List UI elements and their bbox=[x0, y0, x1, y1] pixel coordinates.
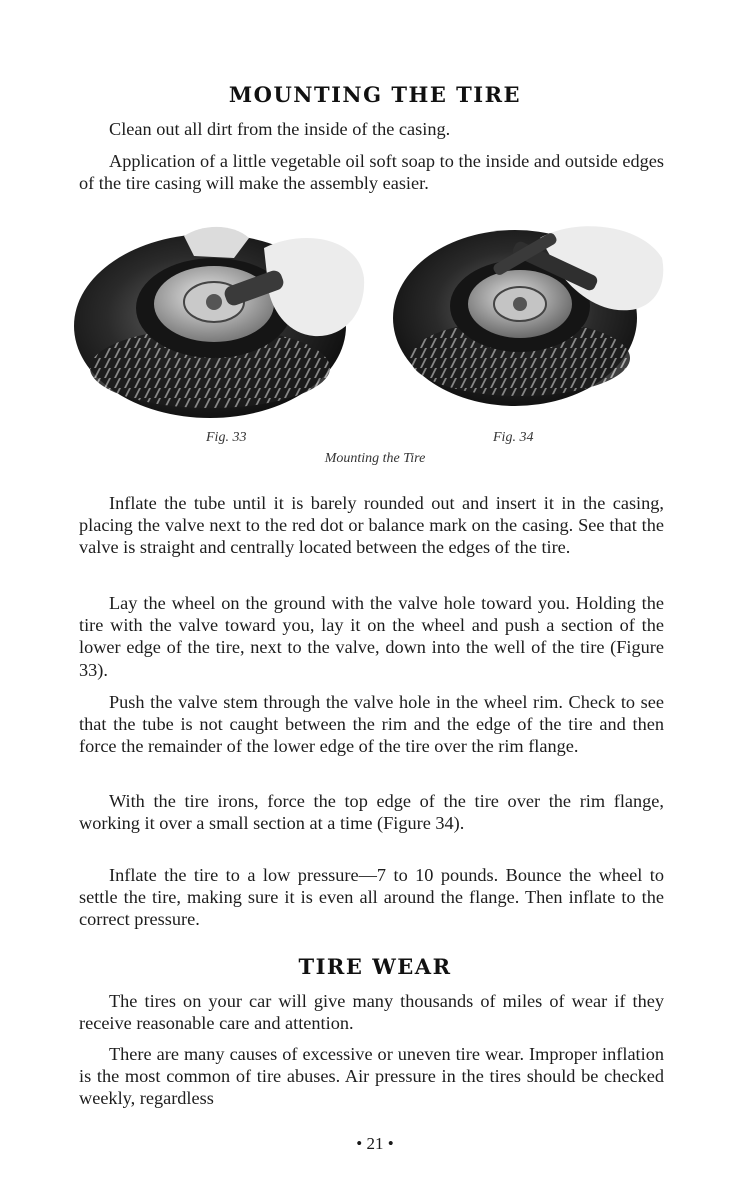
figure-34-label: Fig. 34 bbox=[493, 430, 534, 445]
paragraph-push-valve: Push the valve stem through the valve hole in the wheel rim. Check to see that the tube is not caught between the rim and the edge of the tire and then force the remainder of the lower edge of the tire over the rim flange. bbox=[79, 692, 664, 757]
figure-34-tire-photo bbox=[390, 218, 668, 418]
section-heading-mounting: MOUNTING THE TIRE bbox=[228, 82, 522, 107]
figure-pair bbox=[74, 218, 674, 418]
paragraph-soap-application: Application of a little vegetable oil soft soap to the inside and outside edges of the tire casing will make the assembly easier. bbox=[79, 151, 664, 194]
figure-33-tire-photo bbox=[74, 218, 366, 418]
paragraph-clean-casing: Clean out all dirt from the inside of the casing. bbox=[109, 119, 451, 139]
paragraph-tire-irons: With the tire irons, force the top edge of the tire over the rim flange, working it over a small section at a time (Figure 34). bbox=[79, 791, 664, 834]
page-number: • 21 • bbox=[356, 1134, 394, 1153]
section-heading-tire-wear: TIRE WEAR bbox=[298, 954, 452, 979]
paragraph-inflate-low-pressure: Inflate the tire to a low pressure—7 to 10 pounds. Bounce the wheel to settle the tire, making sure it is even all around the flange. Then inflate to the correct pressure. bbox=[79, 865, 664, 930]
figure-33-label: Fig. 33 bbox=[206, 430, 247, 445]
paragraph-inflate-tube: Inflate the tube until it is barely rounded out and insert it in the casing, placing the valve next to the red dot or balance mark on the casing. See that the valve is straight and centrally located between the edges of the tire. bbox=[79, 493, 664, 558]
figure-caption: Mounting the Tire bbox=[324, 451, 426, 466]
paragraph-lay-wheel: Lay the wheel on the ground with the valve hole toward you. Holding the tire with the valve toward you, lay it on the wheel and push a section of the lower edge of the tire, next to the valve, down into the well of the tire (Figure 33). bbox=[79, 593, 664, 680]
paragraph-tire-wear-causes: There are many causes of excessive or uneven tire wear. Improper inflation is the most common of tire abuses. Air pressure in the tires should be checked weekly, regardless bbox=[79, 1044, 664, 1109]
paragraph-tire-care: The tires on your car will give many thousands of miles of wear if they receive reasonable care and attention. bbox=[79, 991, 664, 1034]
